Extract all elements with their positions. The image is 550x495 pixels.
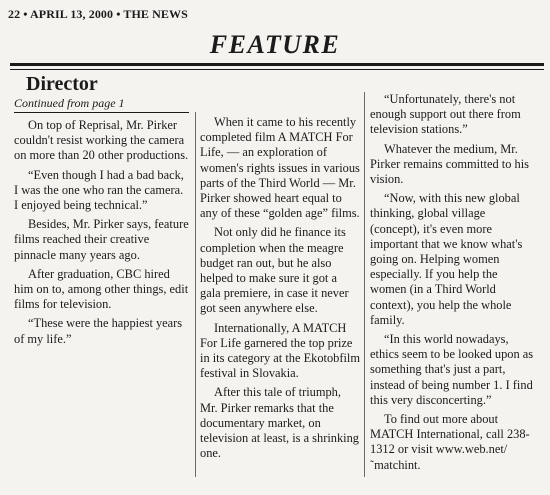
paragraph: “Now, with this new global thinking, global village (concept), it's even more important that we know what's going on. Helping women especially. If you help the women (in a Third World context), you help the whole family. — [370, 191, 523, 327]
paragraph: Internationally, A MATCH For Life garnered the top prize in its category at the Ekotobfilm festival in Slovakia. — [200, 320, 361, 381]
paragraph: “Even though I had a bad back, I was the one who ran the camera. I enjoyed being technical.” — [14, 167, 184, 213]
paragraph: “Unfortunately, there's not enough support out there from television stations.” — [370, 92, 521, 137]
paragraph: After this tale of triumph, Mr. Pirker remarks that the documentary market, on television at least, is a shrinking one. — [200, 385, 359, 461]
column-3 — [370, 92, 535, 477]
section-rule-thick — [10, 63, 544, 66]
column-2 — [200, 115, 360, 465]
paragraph: After graduation, CBC hired him on to, among other things, edit films for television. — [14, 266, 189, 312]
section-title: FEATURE — [209, 30, 341, 59]
continued-from: Continued from page 1 — [14, 96, 125, 110]
paragraph: When it came to his recently completed film A MATCH For Life, — an exploration of women's rights issues in various parts of the Third World — Mr. Pirker showed heart equal to any of these “golden age” films. — [200, 115, 360, 221]
paragraph: On top of Reprisal, Mr. Pirker couldn't resist working the camera on more than 20 other productions. — [14, 118, 189, 163]
paragraph: To find out more about MATCH International, call 238-1312 or visit www.web.net/˜matchint. — [370, 412, 530, 472]
paragraph: Whatever the medium, Mr. Pirker remains committed to his vision. — [370, 141, 529, 187]
column-divider — [364, 92, 365, 477]
paragraph: “These were the happiest years of my life.” — [14, 316, 183, 346]
section-rule-thin — [10, 69, 544, 70]
headline-underline — [14, 112, 189, 113]
paragraph: Not only did he finance its completion when the meagre budget ran out, but he also helped to make sure it got a gala premiere, in case it never got seen anywhere else. — [200, 225, 349, 316]
masthead: 22 • APRIL 13, 2000 • THE NEWS — [8, 7, 188, 21]
column-1 — [14, 118, 190, 351]
headline: Director — [26, 73, 98, 95]
paragraph: “In this world nowadays, ethics seem to be looked upon as something that's just a part, instead of being number 1. I find this very disconcerting.” — [370, 332, 534, 407]
paragraph: Besides, Mr. Pirker says, feature films reached their creative pinnacle many years ago. — [14, 217, 189, 262]
column-divider — [195, 112, 196, 477]
